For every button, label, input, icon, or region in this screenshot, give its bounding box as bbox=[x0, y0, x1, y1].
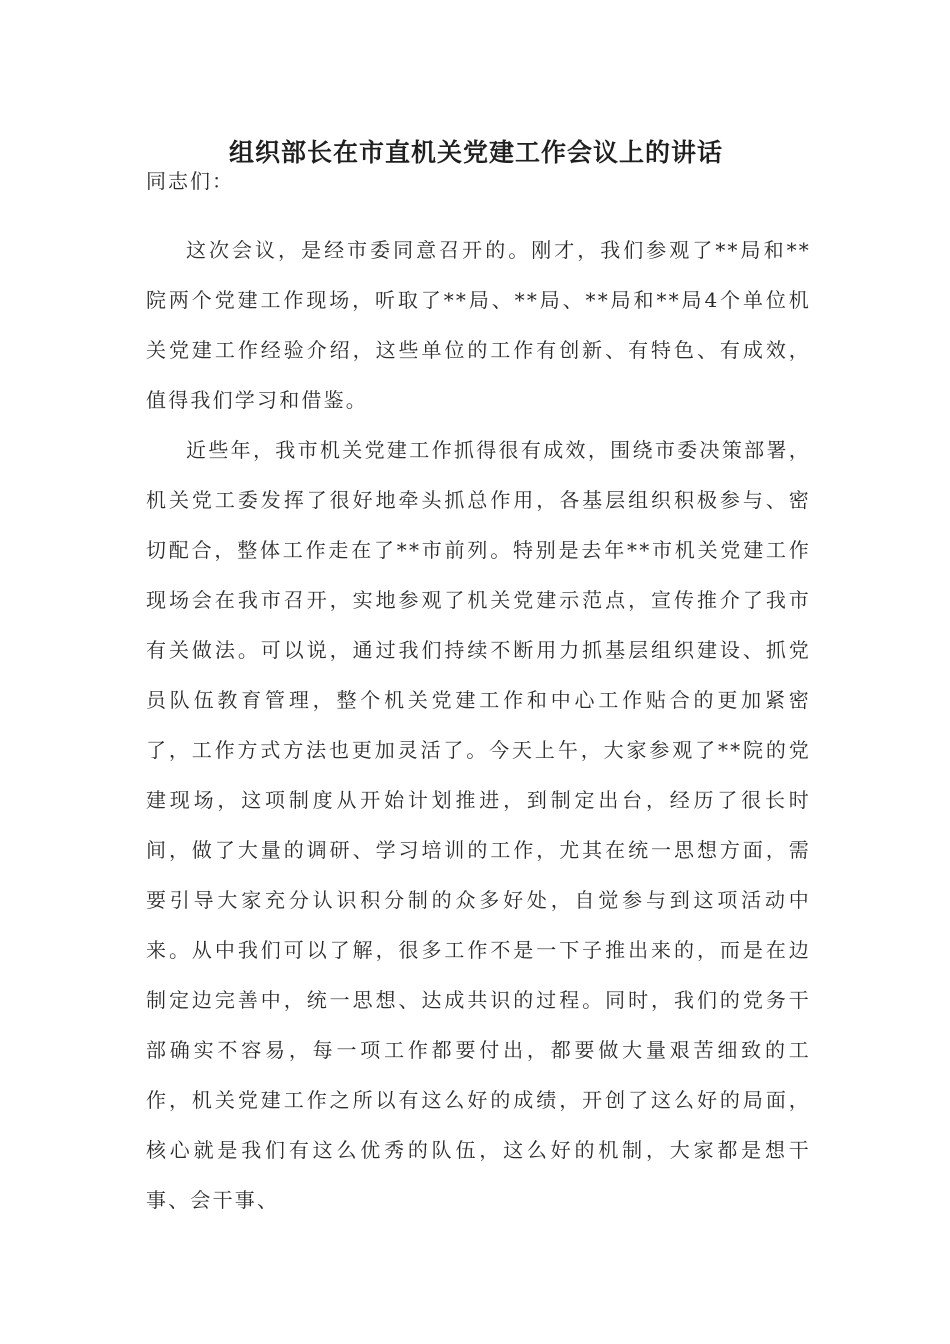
paragraph: 近些年，我市机关党建工作抓得很有成效，围绕市委决策部署，机关党工委发挥了很好地牵头抓总作用，各基层组织积极参与、密切配合，整体工作走在了**市前列。特别是去年**市机关党建工作现场会在我市召开，实地参观了机关党建示范点，宣传推介了我市有关做法。可以说，通过我们持续不断用力抓基层组织建设、抓党员队伍教育管理，整个机关党建工作和中心工作贴合的更加紧密了，工作方式方法也更加灵活了。今天上午，大家参观了**院的党建现场，这项制度从开始计划推进，到制定出台，经历了很长时间，做了大量的调研、学习培训的工作，尤其在统一思想方面，需要引导大家充分认识积分制的众多好处，自觉参与到这项活动中来。从中我们可以了解，很多工作不是一下子推出来的，而是在边制定边完善中，统一思想、达成共识的过程。同时，我们的党务干部确实不容易，每一项工作都要付出，都要做大量艰苦细致的工作，机关党建工作之所以有这么好的成绩，开创了这么好的局面，核心就是我们有这么优秀的队伍，这么好的机制，大家都是想干事、会干事、 bbox=[146, 438, 811, 1212]
salutation: 同志们： bbox=[146, 169, 234, 193]
document-body bbox=[146, 225, 811, 1225]
document-title: 组织部长在市直机关党建工作会议上的讲话 bbox=[228, 138, 723, 167]
paragraph: 这次会议，是经市委同意召开的。刚才，我们参观了**局和**院两个党建工作现场，听取了**局、**局、**局和**局4个单位机关党建工作经验介绍，这些单位的工作有创新、有特色、有成效，值得我们学习和借鉴。 bbox=[146, 238, 811, 412]
